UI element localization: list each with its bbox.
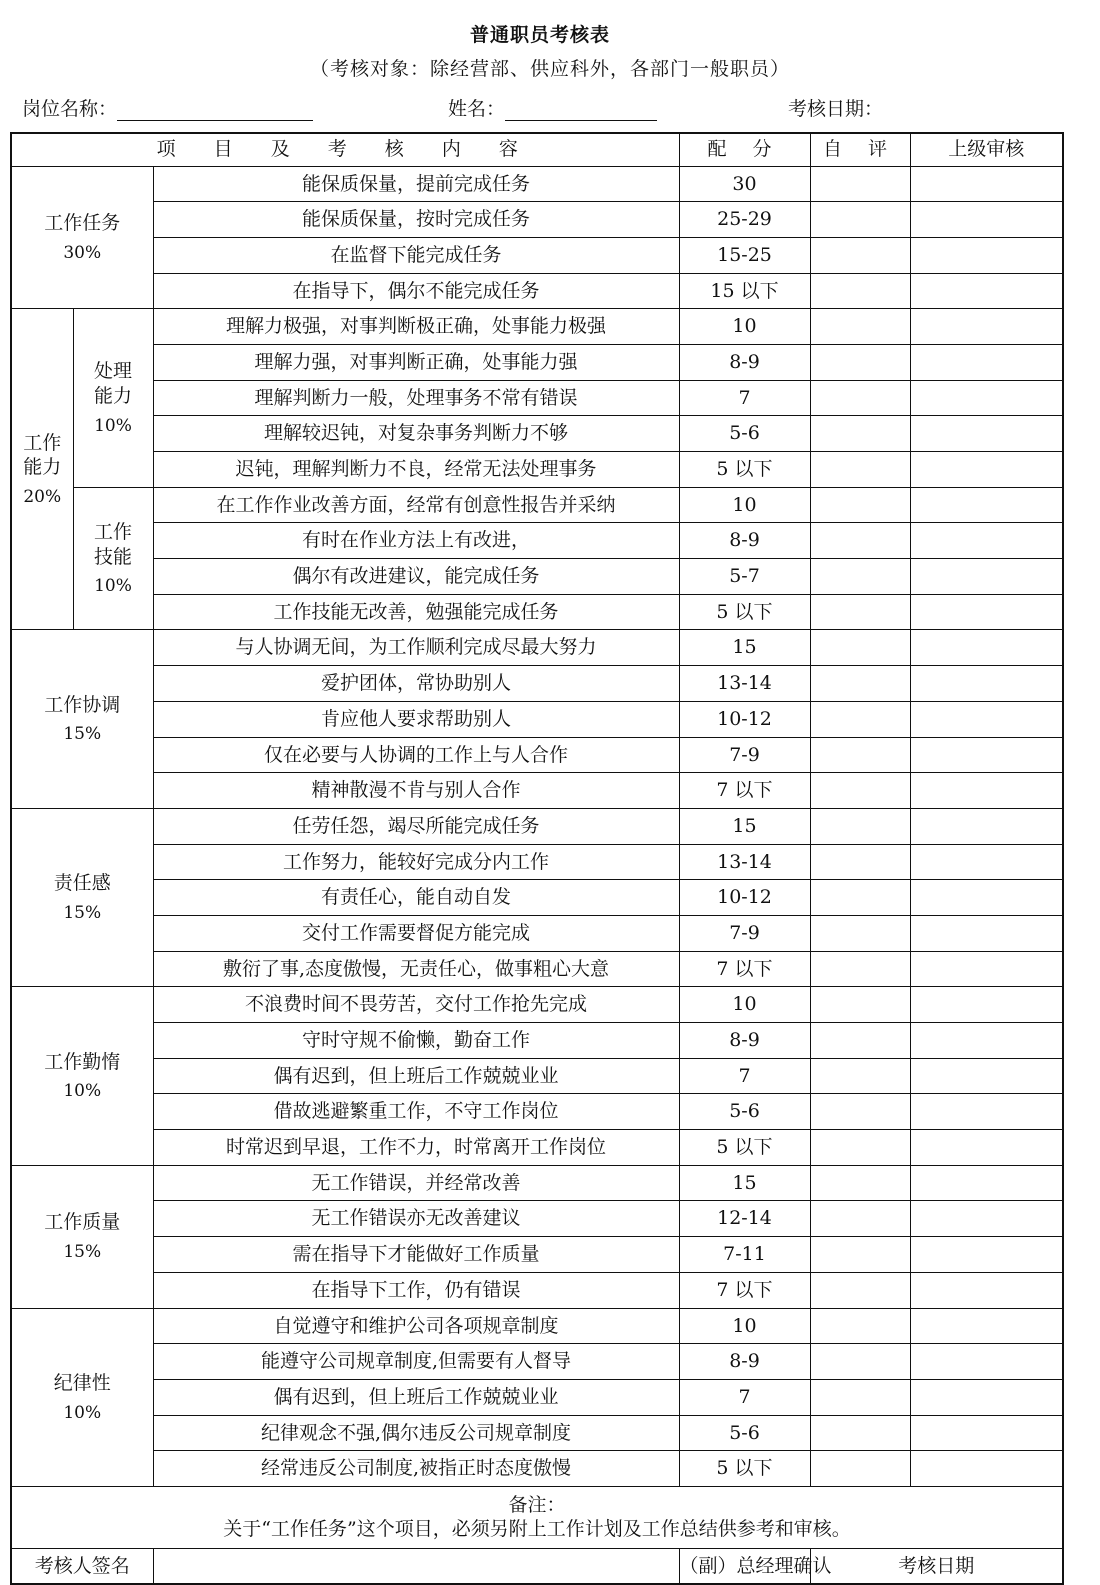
table-row bbox=[11, 487, 1063, 523]
criterion-text: 仅在必要与人协调的工作上与人合作 bbox=[153, 737, 679, 773]
self-score-cell[interactable] bbox=[810, 273, 910, 309]
criterion-text: 迟钝，理解判断力不良，经常无法处理事务 bbox=[153, 452, 679, 488]
criterion-text: 与人协调无间，为工作顺利完成尽最大努力 bbox=[153, 630, 679, 666]
self-score-cell[interactable] bbox=[810, 559, 910, 595]
criterion-text: 有责任心，能自动自发 bbox=[153, 880, 679, 916]
superior-score-cell[interactable] bbox=[910, 166, 1063, 202]
superior-score-cell[interactable] bbox=[910, 594, 1063, 630]
score-range: 7-9 bbox=[679, 915, 810, 951]
table-row bbox=[11, 915, 1063, 951]
superior-score-cell[interactable] bbox=[910, 666, 1063, 702]
notes-label: 备注： bbox=[508, 1493, 566, 1516]
category-name: 责任感 bbox=[53, 872, 111, 895]
category-weight: 15% bbox=[63, 902, 102, 923]
col-header-self-label: 自 评 bbox=[822, 138, 898, 161]
position-blank[interactable] bbox=[117, 100, 313, 121]
score-range: 5-6 bbox=[679, 1415, 810, 1451]
self-score-cell[interactable] bbox=[810, 1165, 910, 1201]
criterion-text: 在监督下能完成任务 bbox=[153, 237, 679, 273]
self-score-cell[interactable] bbox=[810, 773, 910, 809]
score-range: 8-9 bbox=[679, 344, 810, 380]
signature-row bbox=[11, 1548, 1063, 1584]
table-row bbox=[11, 202, 1063, 238]
category-weight: 30% bbox=[63, 242, 102, 263]
superior-score-cell[interactable] bbox=[910, 380, 1063, 416]
self-score-cell[interactable] bbox=[810, 594, 910, 630]
category-weight: 10% bbox=[63, 1402, 102, 1423]
table-row bbox=[11, 1379, 1063, 1415]
score-range: 10-12 bbox=[679, 701, 810, 737]
score-range: 10 bbox=[679, 487, 810, 523]
col-header-score bbox=[679, 133, 810, 166]
criterion-text: 偶有迟到，但上班后工作兢兢业业 bbox=[153, 1058, 679, 1094]
self-score-cell[interactable] bbox=[810, 1451, 910, 1487]
manager-confirm-label: （副）总经理确认 bbox=[679, 1548, 810, 1584]
table-row bbox=[11, 1451, 1063, 1487]
self-score-cell[interactable] bbox=[810, 1023, 910, 1059]
superior-score-cell[interactable] bbox=[910, 701, 1063, 737]
notes-row bbox=[11, 1486, 1063, 1548]
category-name-line1: 工作 bbox=[23, 431, 62, 454]
criterion-text: 理解判断力一般，处理事务不常有错误 bbox=[153, 380, 679, 416]
category-cell bbox=[11, 1308, 153, 1486]
score-range: 10 bbox=[679, 309, 810, 345]
category-cell bbox=[11, 309, 73, 630]
subcategory-name-line1: 工作 bbox=[93, 520, 132, 543]
category-name: 工作协调 bbox=[44, 693, 121, 716]
criterion-text: 偶有迟到，但上班后工作兢兢业业 bbox=[153, 1379, 679, 1415]
evaluation-table bbox=[10, 132, 1064, 1585]
self-score-cell[interactable] bbox=[810, 1344, 910, 1380]
superior-score-cell[interactable] bbox=[910, 202, 1063, 238]
self-score-cell[interactable] bbox=[810, 1415, 910, 1451]
score-range: 25-29 bbox=[679, 202, 810, 238]
self-score-cell[interactable] bbox=[810, 416, 910, 452]
superior-score-cell[interactable] bbox=[910, 559, 1063, 595]
score-range: 30 bbox=[679, 166, 810, 202]
category-weight: 15% bbox=[63, 724, 102, 745]
table-row bbox=[11, 416, 1063, 452]
self-score-cell[interactable] bbox=[810, 380, 910, 416]
name-label: 姓名： bbox=[448, 98, 506, 120]
superior-score-cell[interactable] bbox=[910, 344, 1063, 380]
table-row bbox=[11, 452, 1063, 488]
table-row bbox=[11, 1415, 1063, 1451]
table-row bbox=[11, 1344, 1063, 1380]
superior-score-cell[interactable] bbox=[910, 1344, 1063, 1380]
table-row bbox=[11, 701, 1063, 737]
score-range: 5-6 bbox=[679, 1094, 810, 1130]
criterion-text: 任劳任怨，竭尽所能完成任务 bbox=[153, 808, 679, 844]
self-score-cell[interactable] bbox=[810, 1237, 910, 1273]
self-score-cell[interactable] bbox=[810, 344, 910, 380]
score-range: 5-6 bbox=[679, 416, 810, 452]
category-name: 工作勤惰 bbox=[44, 1050, 121, 1073]
superior-score-cell[interactable] bbox=[910, 951, 1063, 987]
criterion-text: 纪律观念不强,偶尔违反公司规章制度 bbox=[153, 1415, 679, 1451]
self-score-cell[interactable] bbox=[810, 166, 910, 202]
criterion-text: 在工作作业改善方面，经常有创意性报告并采纳 bbox=[153, 487, 679, 523]
superior-score-cell[interactable] bbox=[910, 773, 1063, 809]
table-row bbox=[11, 594, 1063, 630]
score-range: 7 以下 bbox=[679, 951, 810, 987]
self-score-cell[interactable] bbox=[810, 1130, 910, 1166]
self-score-cell[interactable] bbox=[810, 808, 910, 844]
superior-score-cell[interactable] bbox=[910, 237, 1063, 273]
score-range: 15 bbox=[679, 808, 810, 844]
col-header-superior-label: 上级审核 bbox=[948, 138, 1025, 161]
criterion-text: 无工作错误亦无改善建议 bbox=[153, 1201, 679, 1237]
score-range: 5 以下 bbox=[679, 1451, 810, 1487]
table-row bbox=[11, 1201, 1063, 1237]
subcategory-weight: 10% bbox=[94, 415, 132, 436]
criterion-text: 不浪费时间不畏劳苦，交付工作抢先完成 bbox=[153, 987, 679, 1023]
criterion-text: 无工作错误，并经常改善 bbox=[153, 1165, 679, 1201]
table-row bbox=[11, 1058, 1063, 1094]
self-score-cell[interactable] bbox=[810, 630, 910, 666]
self-score-cell[interactable] bbox=[810, 1094, 910, 1130]
self-score-cell[interactable] bbox=[810, 951, 910, 987]
category-cell bbox=[11, 630, 153, 808]
score-range: 15-25 bbox=[679, 237, 810, 273]
table-row bbox=[11, 951, 1063, 987]
score-range: 8-9 bbox=[679, 1344, 810, 1380]
table-row bbox=[11, 380, 1063, 416]
self-score-cell[interactable] bbox=[810, 880, 910, 916]
score-range: 5-7 bbox=[679, 559, 810, 595]
self-score-cell[interactable] bbox=[810, 1201, 910, 1237]
category-cell bbox=[11, 808, 153, 986]
col-header-item-label: 项 目 及 考 核 内 容 bbox=[156, 138, 534, 161]
self-score-cell[interactable] bbox=[810, 737, 910, 773]
self-score-cell[interactable] bbox=[810, 1058, 910, 1094]
self-score-cell[interactable] bbox=[810, 309, 910, 345]
score-range: 5 以下 bbox=[679, 1130, 810, 1166]
score-range: 13-14 bbox=[679, 844, 810, 880]
criterion-text: 需在指导下才能做好工作质量 bbox=[153, 1237, 679, 1273]
subcategory-cell bbox=[73, 487, 153, 630]
criterion-text: 时常迟到早退，工作不力，时常离开工作岗位 bbox=[153, 1130, 679, 1166]
table-row bbox=[11, 1130, 1063, 1166]
category-name: 工作任务 bbox=[44, 211, 121, 234]
subcategory-cell bbox=[73, 309, 153, 487]
category-cell bbox=[11, 166, 153, 309]
score-range: 12-14 bbox=[679, 1201, 810, 1237]
table-row bbox=[11, 344, 1063, 380]
table-row bbox=[11, 773, 1063, 809]
table-row bbox=[11, 844, 1063, 880]
self-score-cell[interactable] bbox=[810, 1272, 910, 1308]
table-row bbox=[11, 1237, 1063, 1273]
criterion-text: 能遵守公司规章制度,但需要有人督导 bbox=[153, 1344, 679, 1380]
self-score-cell[interactable] bbox=[810, 202, 910, 238]
subcategory-name-line2: 技能 bbox=[93, 545, 132, 568]
self-score-cell[interactable] bbox=[810, 1379, 910, 1415]
score-range: 7-11 bbox=[679, 1237, 810, 1273]
category-weight: 15% bbox=[63, 1241, 102, 1262]
category-cell bbox=[11, 987, 153, 1165]
score-range: 8-9 bbox=[679, 523, 810, 559]
criterion-text: 精神散漫不肯与别人合作 bbox=[153, 773, 679, 809]
self-score-cell[interactable] bbox=[810, 701, 910, 737]
assessor-signature-cell[interactable] bbox=[153, 1548, 679, 1584]
criterion-text: 交付工作需要督促方能完成 bbox=[153, 915, 679, 951]
superior-score-cell[interactable] bbox=[910, 844, 1063, 880]
score-range: 15 bbox=[679, 1165, 810, 1201]
criterion-text: 有时在作业方法上有改进， bbox=[153, 523, 679, 559]
table-row bbox=[11, 237, 1063, 273]
category-weight: 20% bbox=[23, 486, 62, 507]
criterion-text: 理解较迟钝，对复杂事务判断力不够 bbox=[153, 416, 679, 452]
criterion-text: 能保质保量，按时完成任务 bbox=[153, 202, 679, 238]
self-score-cell[interactable] bbox=[810, 237, 910, 273]
category-name: 工作质量 bbox=[44, 1211, 121, 1234]
position-label: 岗位名称： bbox=[22, 98, 118, 120]
category-cell bbox=[11, 1165, 153, 1308]
table-row bbox=[11, 1272, 1063, 1308]
criterion-text: 偶尔有改进建议，能完成任务 bbox=[153, 559, 679, 595]
superior-score-cell[interactable] bbox=[910, 808, 1063, 844]
category-weight: 10% bbox=[63, 1081, 102, 1102]
criterion-text: 爱护团体，常协助别人 bbox=[153, 666, 679, 702]
self-score-cell[interactable] bbox=[810, 523, 910, 559]
table-row bbox=[11, 666, 1063, 702]
criterion-text: 守时守规不偷懒，勤奋工作 bbox=[153, 1023, 679, 1059]
name-field bbox=[448, 94, 657, 121]
score-range: 7 以下 bbox=[679, 773, 810, 809]
superior-score-cell[interactable] bbox=[910, 1308, 1063, 1344]
subcategory-weight: 10% bbox=[94, 576, 132, 597]
superior-score-cell[interactable] bbox=[910, 987, 1063, 1023]
criterion-text: 在指导下，偶尔不能完成任务 bbox=[153, 273, 679, 309]
self-score-cell[interactable] bbox=[810, 987, 910, 1023]
score-range: 7-9 bbox=[679, 737, 810, 773]
superior-score-cell[interactable] bbox=[910, 1379, 1063, 1415]
superior-score-cell[interactable] bbox=[910, 880, 1063, 916]
score-range: 7 以下 bbox=[679, 1272, 810, 1308]
notes-text: 关于“工作任务”这个项目，必须另附上工作计划及工作总结供参考和审核。 bbox=[223, 1518, 851, 1541]
table-row bbox=[11, 1165, 1063, 1201]
category-name-line2: 能力 bbox=[23, 456, 62, 479]
self-score-cell[interactable] bbox=[810, 1308, 910, 1344]
table-row bbox=[11, 309, 1063, 345]
score-range: 7 bbox=[679, 380, 810, 416]
self-score-cell[interactable] bbox=[810, 452, 910, 488]
score-range: 8-9 bbox=[679, 1023, 810, 1059]
superior-score-cell[interactable] bbox=[910, 1058, 1063, 1094]
col-header-score-label: 配 分 bbox=[707, 138, 782, 161]
criterion-text: 工作技能无改善，勉强能完成任务 bbox=[153, 594, 679, 630]
criterion-text: 敷衍了事,态度傲慢，无责任心，做事粗心大意 bbox=[153, 951, 679, 987]
superior-score-cell[interactable] bbox=[910, 309, 1063, 345]
score-range: 15 bbox=[679, 630, 810, 666]
superior-score-cell[interactable] bbox=[910, 1094, 1063, 1130]
criterion-text: 能保质保量，提前完成任务 bbox=[153, 166, 679, 202]
score-range: 7 bbox=[679, 1379, 810, 1415]
superior-score-cell[interactable] bbox=[910, 1130, 1063, 1166]
form-title: 普通职员考核表 bbox=[469, 24, 610, 46]
table-row bbox=[11, 808, 1063, 844]
signature-date-label: 考核日期 bbox=[810, 1548, 1063, 1584]
category-name: 纪律性 bbox=[53, 1371, 111, 1394]
criterion-text: 自觉遵守和维护公司各项规章制度 bbox=[153, 1308, 679, 1344]
criterion-text: 理解力强，对事判断正确，处事能力强 bbox=[153, 344, 679, 380]
table-row bbox=[11, 630, 1063, 666]
superior-score-cell[interactable] bbox=[910, 416, 1063, 452]
superior-score-cell[interactable] bbox=[910, 630, 1063, 666]
subcategory-name-line1: 处理 bbox=[93, 360, 132, 383]
criterion-text: 借故逃避繁重工作，不守工作岗位 bbox=[153, 1094, 679, 1130]
criterion-text: 经常违反公司制度,被指正时态度傲慢 bbox=[153, 1451, 679, 1487]
col-header-superior bbox=[910, 133, 1063, 166]
subcategory-name-line2: 能力 bbox=[93, 384, 132, 407]
superior-score-cell[interactable] bbox=[910, 452, 1063, 488]
score-range: 10-12 bbox=[679, 880, 810, 916]
score-range: 10 bbox=[679, 987, 810, 1023]
name-blank[interactable] bbox=[505, 100, 657, 121]
superior-score-cell[interactable] bbox=[910, 1451, 1063, 1487]
superior-score-cell[interactable] bbox=[910, 1237, 1063, 1273]
superior-score-cell[interactable] bbox=[910, 915, 1063, 951]
criterion-text: 理解力极强，对事判断极正确，处事能力极强 bbox=[153, 309, 679, 345]
self-score-cell[interactable] bbox=[810, 915, 910, 951]
criterion-text: 肯应他人要求帮助别人 bbox=[153, 701, 679, 737]
table-row bbox=[11, 737, 1063, 773]
superior-score-cell[interactable] bbox=[910, 1165, 1063, 1201]
col-header-self bbox=[810, 133, 910, 166]
superior-score-cell[interactable] bbox=[910, 1272, 1063, 1308]
self-score-cell[interactable] bbox=[810, 666, 910, 702]
score-range: 15 以下 bbox=[679, 273, 810, 309]
self-score-cell[interactable] bbox=[810, 844, 910, 880]
superior-score-cell[interactable] bbox=[910, 737, 1063, 773]
table-row bbox=[11, 523, 1063, 559]
self-score-cell[interactable] bbox=[810, 487, 910, 523]
assessor-label: 考核人签名 bbox=[11, 1548, 153, 1584]
form-subtitle: （考核对象：除经营部、供应科外，各部门一般职员） bbox=[309, 58, 790, 80]
score-range: 13-14 bbox=[679, 666, 810, 702]
table-row bbox=[11, 880, 1063, 916]
table-row bbox=[11, 987, 1063, 1023]
score-range: 7 bbox=[679, 1058, 810, 1094]
superior-score-cell[interactable] bbox=[910, 1201, 1063, 1237]
table-row bbox=[11, 1308, 1063, 1344]
date-field bbox=[788, 94, 883, 121]
criterion-text: 工作努力，能较好完成分内工作 bbox=[153, 844, 679, 880]
score-range: 10 bbox=[679, 1308, 810, 1344]
date-label: 考核日期： bbox=[788, 98, 884, 120]
superior-score-cell[interactable] bbox=[910, 487, 1063, 523]
table-row bbox=[11, 559, 1063, 595]
table-row bbox=[11, 1023, 1063, 1059]
score-range: 5 以下 bbox=[679, 452, 810, 488]
superior-score-cell[interactable] bbox=[910, 1415, 1063, 1451]
score-range: 5 以下 bbox=[679, 594, 810, 630]
superior-score-cell[interactable] bbox=[910, 273, 1063, 309]
superior-score-cell[interactable] bbox=[910, 1023, 1063, 1059]
col-header-item bbox=[11, 133, 679, 166]
table-row bbox=[11, 166, 1063, 202]
table-row bbox=[11, 1094, 1063, 1130]
criterion-text: 在指导下工作，仍有错误 bbox=[153, 1272, 679, 1308]
table-header-row bbox=[11, 133, 1063, 166]
superior-score-cell[interactable] bbox=[910, 523, 1063, 559]
notes-cell bbox=[11, 1486, 1063, 1548]
table-row bbox=[11, 273, 1063, 309]
position-field bbox=[22, 94, 313, 121]
